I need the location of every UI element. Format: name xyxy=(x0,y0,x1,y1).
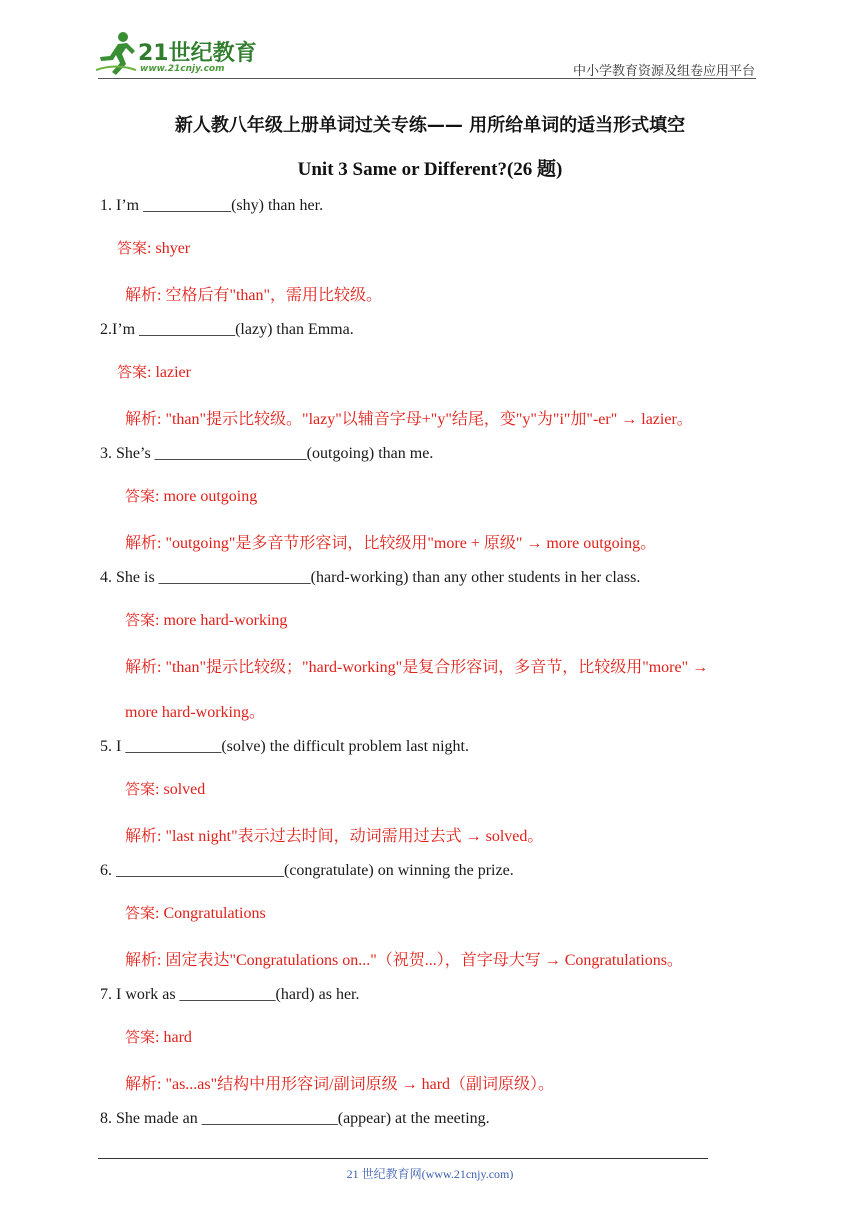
answer-label: 答案 xyxy=(125,1028,156,1046)
question-1: 1. I’m ___________(shy) than her. xyxy=(100,197,324,214)
answer-5 xyxy=(125,778,205,799)
logo xyxy=(96,30,266,78)
answer-label: 答案 xyxy=(125,487,156,505)
question-8: 8. She made an _________________(appear) at the meeting. xyxy=(100,1110,490,1127)
answer-label: 答案 xyxy=(125,904,156,922)
question-7: 7. I work as ____________(hard) as her. xyxy=(100,986,360,1003)
answer-label: 答案 xyxy=(117,363,148,381)
question-5: 5. I ____________(solve) the difficult problem last night. xyxy=(100,738,469,755)
question-4: 4. She is ___________________(hard-working) than any other students in her class. xyxy=(100,569,641,586)
answer-value: : more hard-working xyxy=(155,612,288,629)
answer-value: : more outgoing xyxy=(155,488,258,505)
answer-1 xyxy=(117,237,190,258)
question-3: 3. She’s ___________________(outgoing) than me. xyxy=(100,445,434,462)
runner-logo-icon xyxy=(96,30,136,76)
answer-label: 答案 xyxy=(125,611,156,629)
explanation-5: 解析: "last night"表示过去时间，动词需用过去式 → solved。 xyxy=(125,828,544,845)
explanation-6: 解析: 固定表达"Congratulations on..."（祝贺...），首字母大写 → Congratulations。 xyxy=(125,952,683,969)
answer-2 xyxy=(117,361,191,382)
page-title: 新人教八年级上册单词过关专练—— 用所给单词的适当形式填空 xyxy=(174,115,686,136)
explanation-3: 解析: "outgoing"是多音节形容词，比较级用"more + 原级" → more outgoing。 xyxy=(125,535,657,552)
question-6: 6. _____________________(congratulate) on winning the prize. xyxy=(100,862,514,879)
footer-text: 21 世纪教育网(www.21cnjy.com) xyxy=(346,1167,514,1181)
answer-value: : hard xyxy=(155,1029,192,1046)
explanation-1: 解析: 空格后有"than"，需用比较级。 xyxy=(125,287,383,304)
explanation-4-continued: more hard-working。 xyxy=(125,704,265,721)
logo-url: www.21cnjy.com xyxy=(140,64,225,74)
answer-label: 答案 xyxy=(117,239,148,257)
page-subtitle: Unit 3 Same or Different?(26 题) xyxy=(297,159,563,180)
explanation-7: 解析: "as...as"结构中用形容词/副词原级 → hard（副词原级）。 xyxy=(125,1076,555,1093)
header-platform-text: 中小学教育资源及组卷应用平台 xyxy=(572,64,755,79)
header-divider xyxy=(98,78,756,79)
answer-7 xyxy=(125,1026,192,1047)
question-2: 2.I’m ____________(lazy) than Emma. xyxy=(100,321,354,338)
logo-text: 21世纪教育 xyxy=(138,41,257,66)
answer-value: : shyer xyxy=(147,240,191,257)
footer-divider xyxy=(98,1158,708,1159)
explanation-2: 解析: "than"提示比较级。"lazy"以辅音字母+"y"结尾，变"y"为"i"加"-er" → lazier。 xyxy=(125,411,693,428)
answer-value: : Congratulations xyxy=(155,905,266,922)
answer-value: : solved xyxy=(155,781,206,798)
answer-6 xyxy=(125,902,266,923)
answer-value: : lazier xyxy=(147,364,191,381)
answer-label: 答案 xyxy=(125,780,156,798)
answer-4 xyxy=(125,609,287,630)
explanation-4: 解析: "than"提示比较级；"hard-working"是复合形容词，多音节，比较级用"more" → xyxy=(125,659,709,676)
answer-3 xyxy=(125,485,257,506)
